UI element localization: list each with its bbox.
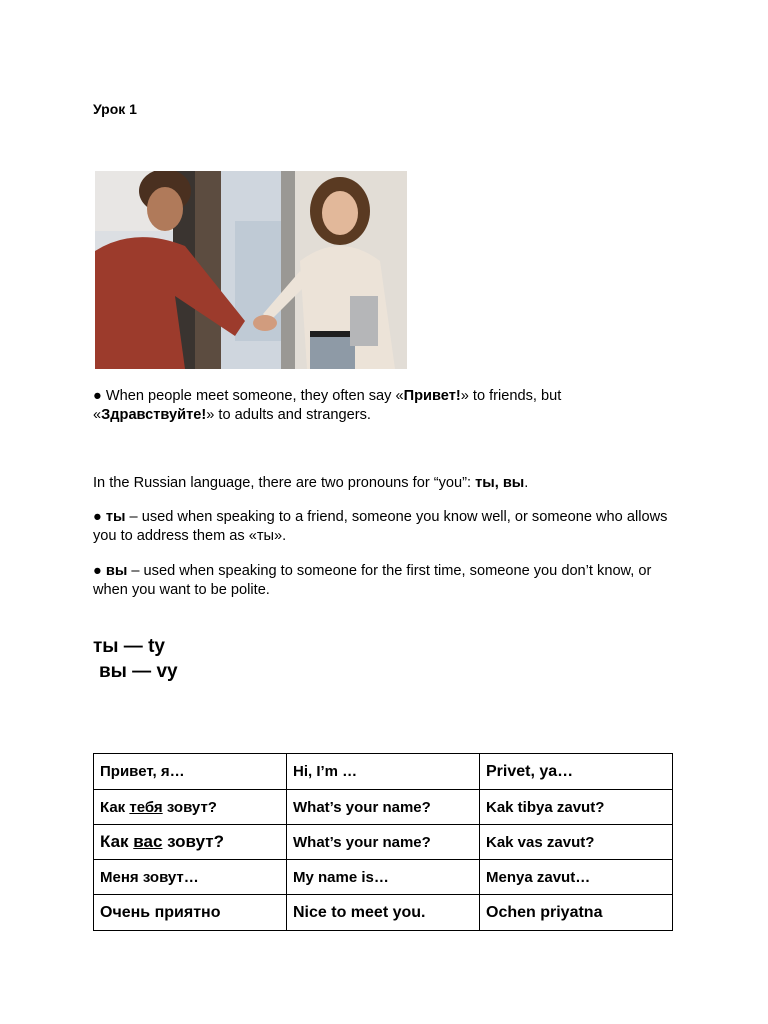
table-cell-russian: Привет, я… (94, 754, 287, 790)
bullet: ● (93, 563, 102, 579)
pronouns-bold: ты, вы (475, 475, 525, 491)
table-cell-english: Hi, I’m … (287, 754, 480, 790)
table-cell-russian: Как тебя зовут? (94, 790, 287, 825)
lesson-title: Урок 1 (93, 101, 137, 117)
pronunciation-ty: ты — ty (93, 636, 165, 657)
table-cell-translit: Privet, ya… (480, 754, 673, 790)
paragraph-greetings: ● When people meet someone, they often say «Привет!» to friends, but «Здравствуйте!» to adults and strangers. (93, 388, 562, 423)
phrase-table (93, 753, 673, 931)
paragraph-ty: ● ты – used when speaking to a friend, someone you know well, or someone who allows you to address them as «ты». (93, 509, 668, 544)
table-cell-translit: Kak tibya zavut? (480, 790, 673, 825)
bullet: ● (93, 388, 102, 404)
table-cell-english: My name is… (287, 860, 480, 895)
table-cell-russian: Как вас зовут? (94, 825, 287, 860)
greeting-formal: Здравствуйте! (101, 407, 207, 423)
paragraph-pronouns: In the Russian language, there are two pronouns for “you”: ты, вы. (93, 475, 529, 491)
pronoun-ty: ты (101, 509, 126, 525)
table-cell-english: What’s your name? (287, 790, 480, 825)
table-cell-russian: Меня зовут… (94, 860, 287, 895)
underlined-word: тебя (129, 798, 163, 816)
table-cell-translit: Kak vas zavut? (480, 825, 673, 860)
underlined-word: вас (133, 832, 163, 851)
table-row (94, 895, 673, 931)
table-row (94, 825, 673, 860)
pronunciation-vy: вы — vy (99, 661, 178, 682)
paragraph-vy: ● вы – used when speaking to someone for the first time, someone you don’t know, or when you want to be polite. (93, 563, 652, 598)
table-cell-english: Nice to meet you. (287, 895, 480, 931)
table-row (94, 790, 673, 825)
table-cell-translit: Ochen priyatna (480, 895, 673, 931)
table-cell-russian: Очень приятно (94, 895, 287, 931)
handshake-photo (95, 171, 407, 369)
table-cell-translit: Menya zavut… (480, 860, 673, 895)
greeting-informal: Привет! (403, 388, 461, 404)
bullet: ● (93, 509, 102, 525)
pronoun-vy: вы (101, 563, 128, 579)
table-row (94, 860, 673, 895)
table-row (94, 754, 673, 790)
table-cell-english: What’s your name? (287, 825, 480, 860)
